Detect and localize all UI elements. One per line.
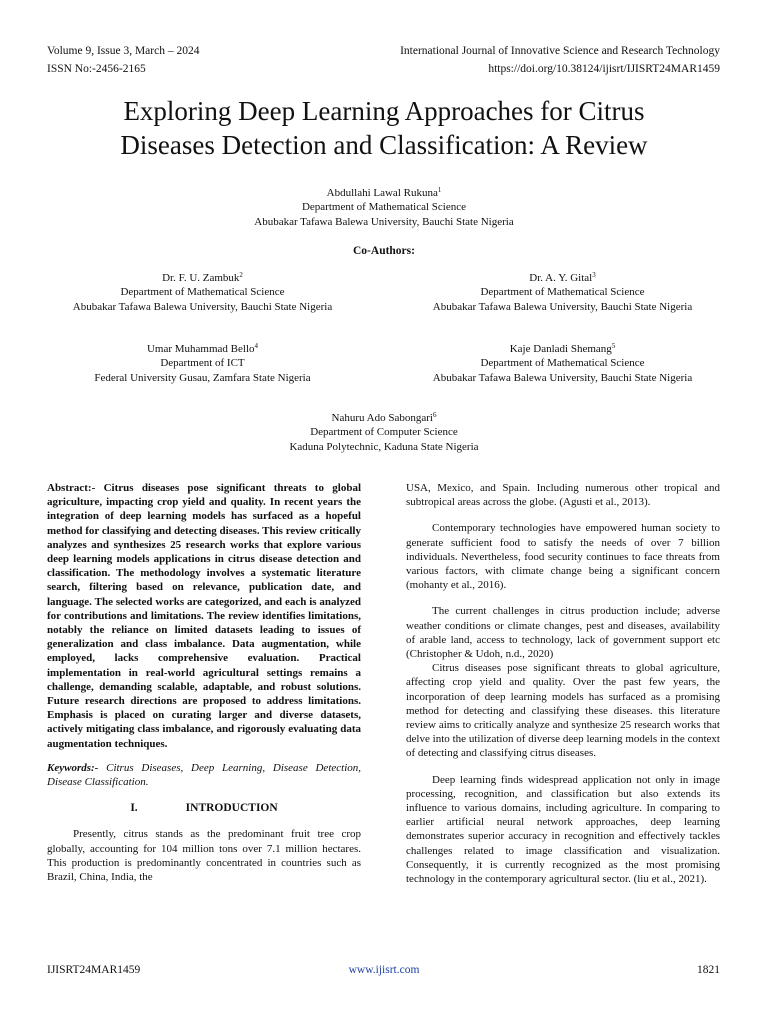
issn: ISSN No:-2456-2165 xyxy=(47,63,146,75)
doi-link[interactable]: https://doi.org/10.38124/ijisrt/IJISRT24MAR1459 xyxy=(488,63,720,75)
coauthor-2 xyxy=(30,271,375,314)
footer-site-link[interactable]: www.ijisrt.com xyxy=(348,964,420,976)
main-author xyxy=(0,186,768,229)
page-number: 1821 xyxy=(697,964,720,976)
right-column xyxy=(406,481,720,886)
author-dept: Department of Mathematical Science xyxy=(301,201,466,214)
paragraph: Contemporary technologies have empowered human society to generate sufficient food to satisfy the needs of over 7 billion individuals. Nevertheless, food security continues to face threats from various factors, with climate change being a significant concern (mohanty et al., 2016). xyxy=(406,522,720,592)
author-dept: Department of Mathematical Science xyxy=(120,286,285,299)
header-left xyxy=(47,42,199,78)
coauthor-5 xyxy=(390,342,735,385)
author-inst: Abubakar Tafawa Balewa University, Bauchi State Nigeria xyxy=(432,300,693,313)
section-number: I. xyxy=(130,802,138,815)
author-sup: 3 xyxy=(592,271,596,279)
author-dept: Department of ICT xyxy=(160,357,245,370)
keywords-label: Keywords:- xyxy=(47,761,99,774)
coauthor-4 xyxy=(30,342,375,385)
author-sup: 2 xyxy=(239,271,243,279)
author-sup: 1 xyxy=(437,186,442,194)
author-name: Abdullahi Lawal Rukuna xyxy=(326,187,438,199)
footer-code: IJISRT24MAR1459 xyxy=(47,964,141,976)
author-sup: 5 xyxy=(611,342,616,350)
author-name: Kaje Danladi Shemang xyxy=(509,343,612,355)
title-line-1: Exploring Deep Learning Approaches for Citrus xyxy=(123,96,645,126)
author-dept: Department of Mathematical Science xyxy=(480,286,645,299)
author-sup: 6 xyxy=(432,411,437,419)
header-right xyxy=(400,42,720,78)
abstract: Abstract:- Citrus diseases pose significant threats to global agriculture, impacting crop yield and quality. In recent years the integration of deep learning models has surfaced as a hopeful method for classifying and detecting diseases. This review critically analyzes and synthesizes 25 research works that explore various deep learning models applications in citrus disease detection and classification. The methodology involves a systematic literature search, filtering based on relevance, publication date, and language. The selected works are categorized, and each is analyzed for contributions and limitations. The review identifies limitations, notably the reliance on limited datasets leading to issues of generalization and class imbalance. Data augmentation, while employed, lacks comprehensive evaluation. Practical implementation in real-world agricultural settings remains a challenge, demanding scalable, adaptable, and robust solutions. Future research directions are proposed to address limitations. Emphasis is placed on curating larger and diverse datasets, actively mitigating class imbalance, and rigorously evaluating data augmentation techniques. xyxy=(47,482,361,750)
author-name: Nahuru Ado Sabongari xyxy=(331,412,433,424)
author-name: Dr. F. U. Zambuk xyxy=(162,272,240,284)
author-inst: Abubakar Tafawa Balewa University, Bauchi State Nigeria xyxy=(432,371,693,384)
coauthor-3 xyxy=(390,271,735,314)
author-dept: Department of Computer Science xyxy=(310,426,458,439)
paragraph: Citrus diseases pose significant threats to global agriculture, affecting crop yield and quality. Over the past few years, the incorporation of deep learning models has surfaced as a promising method for detecting and classifying these diseases. this literature review aims to critically analyze and synthesize 25 research works that delve into the utilization of diverse deep learning models in the context of detecting and classifying citrus diseases. xyxy=(406,662,720,760)
author-inst: Abubakar Tafawa Balewa University, Bauchi State Nigeria xyxy=(254,215,514,228)
author-inst: Abubakar Tafawa Balewa University, Bauchi State Nigeria xyxy=(72,300,333,313)
coauthor-6 xyxy=(0,411,768,454)
paragraph: The current challenges in citrus production include; adverse weather conditions or climate changes, pest and diseases, availability of arable land, access to technology, lack of government support etc (Christopher & Udoh, n.d., 2020) xyxy=(406,605,720,661)
title-line-2: Diseases Detection and Classification: A Review xyxy=(120,130,648,160)
author-dept: Department of Mathematical Science xyxy=(480,357,645,370)
author-sup: 4 xyxy=(254,342,259,350)
section-heading xyxy=(47,801,361,815)
coauthors-heading: Co-Authors: xyxy=(353,245,415,257)
keywords xyxy=(47,761,361,789)
author-name: Dr. A. Y. Gital xyxy=(529,272,593,284)
paper-title xyxy=(40,94,728,162)
journal-name: International Journal of Innovative Science and Research Technology xyxy=(400,45,720,57)
left-column xyxy=(47,481,361,884)
paragraph: Deep learning finds widespread application not only in image processing, recognition, and classification but also extends its influence to various domains, including agriculture. In comparing to earlier artificial neural network approaches, deep learning demonstrates superior accuracy in recognition and effectively tackles challenges related to image classification and visualization. Consequently, it is currently recognized as the most promising technology in the contemporary agricultural sector. (liu et al., 2021). xyxy=(406,773,720,886)
paragraph: USA, Mexico, and Spain. Including numerous other tropical and subtropical areas across the globe. (Agusti et al., 2013). xyxy=(406,482,720,509)
author-name: Umar Muhammad Bello xyxy=(146,343,255,355)
keywords-text: Citrus Diseases, Deep Learning, Disease Detection, Disease Classification. xyxy=(47,761,361,789)
volume-info: Volume 9, Issue 3, March – 2024 xyxy=(47,45,200,57)
intro-paragraph: Presently, citrus stands as the predominant fruit tree crop globally, accounting for 104 million tons over 7.1 million hectares. This production is predominantly concentrated in countries such as Brazil, China, India, the xyxy=(47,828,361,884)
author-inst: Federal University Gusau, Zamfara State Nigeria xyxy=(94,371,311,384)
section-title: INTRODUCTION xyxy=(185,802,278,815)
author-inst: Kaduna Polytechnic, Kaduna State Nigeria xyxy=(289,440,479,453)
